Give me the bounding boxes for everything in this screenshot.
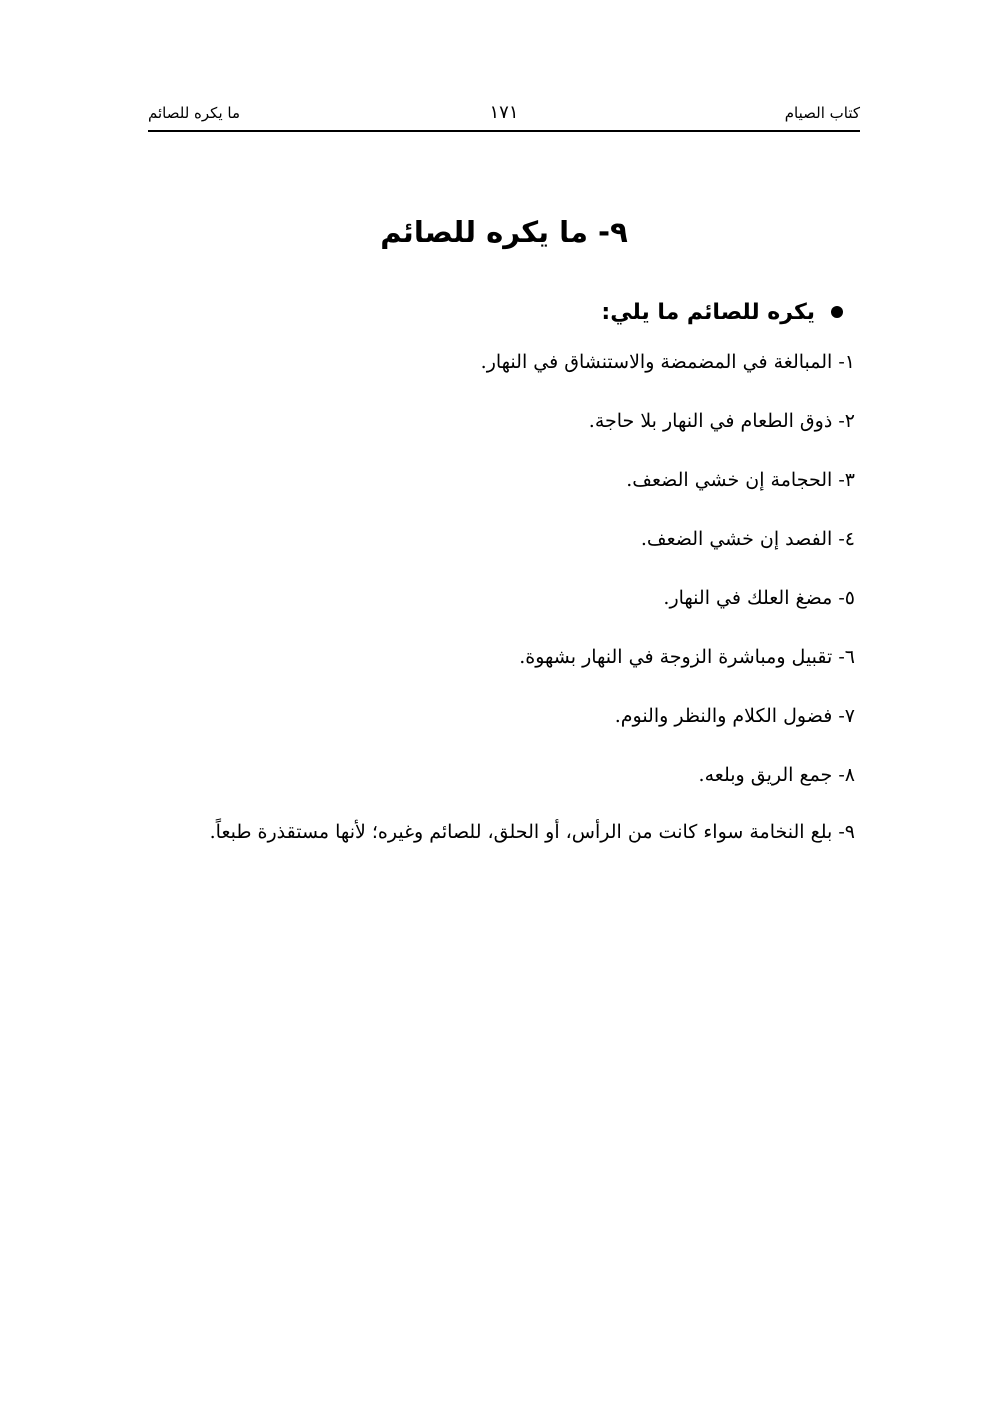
item-text: بلع النخامة سواء كانت من الرأس، أو الحلق، للصائم وغيره؛ لأنها مستقذرة طبعاً.: [209, 821, 833, 843]
list-item: [140, 464, 855, 496]
list-item: [140, 759, 855, 791]
item-text: تقبيل ومباشرة الزوجة في النهار بشهوة.: [519, 646, 833, 668]
running-header: [148, 98, 860, 132]
list-item: [140, 641, 855, 673]
item-number: ٨-: [832, 764, 855, 786]
item-text: الفصد إن خشي الضعف.: [640, 528, 833, 550]
item-number: ٥-: [832, 587, 855, 609]
item-number: ٩-: [832, 821, 855, 843]
list-item: [140, 405, 855, 437]
item-number: ١-: [832, 351, 855, 373]
item-number: ٦-: [832, 646, 855, 668]
item-text: جمع الريق وبلعه.: [698, 764, 833, 786]
item-number: ٤-: [832, 528, 855, 550]
intro-text: يكره للصائم ما يلي:: [601, 299, 815, 325]
list-item: [140, 582, 855, 614]
item-number: ٢-: [832, 410, 855, 432]
item-number: ٧-: [832, 705, 855, 727]
item-text: الحجامة إن خشي الضعف.: [626, 469, 833, 491]
list-item: [140, 523, 855, 555]
item-text: المبالغة في المضمضة والاستنشاق في النهار.: [480, 351, 833, 373]
item-text: ذوق الطعام في النهار بلا حاجة.: [588, 410, 833, 432]
section-title: ما يكره للصائم: [148, 104, 241, 122]
page-number: ١٧١: [489, 102, 519, 123]
content-body: [140, 292, 855, 881]
book-title: كتاب الصيام: [784, 104, 860, 122]
bullet-icon: [831, 306, 843, 318]
list-item: [140, 810, 855, 854]
list-item: [140, 346, 855, 378]
item-text: فضول الكلام والنظر والنوم.: [614, 705, 833, 727]
list: [140, 346, 855, 854]
intro-line: [140, 292, 843, 332]
chapter-title: ٩- ما يكره للصائم: [380, 215, 628, 250]
item-text: مضغ العلك في النهار.: [663, 587, 833, 609]
item-number: ٣-: [832, 469, 855, 491]
list-item: [140, 700, 855, 732]
